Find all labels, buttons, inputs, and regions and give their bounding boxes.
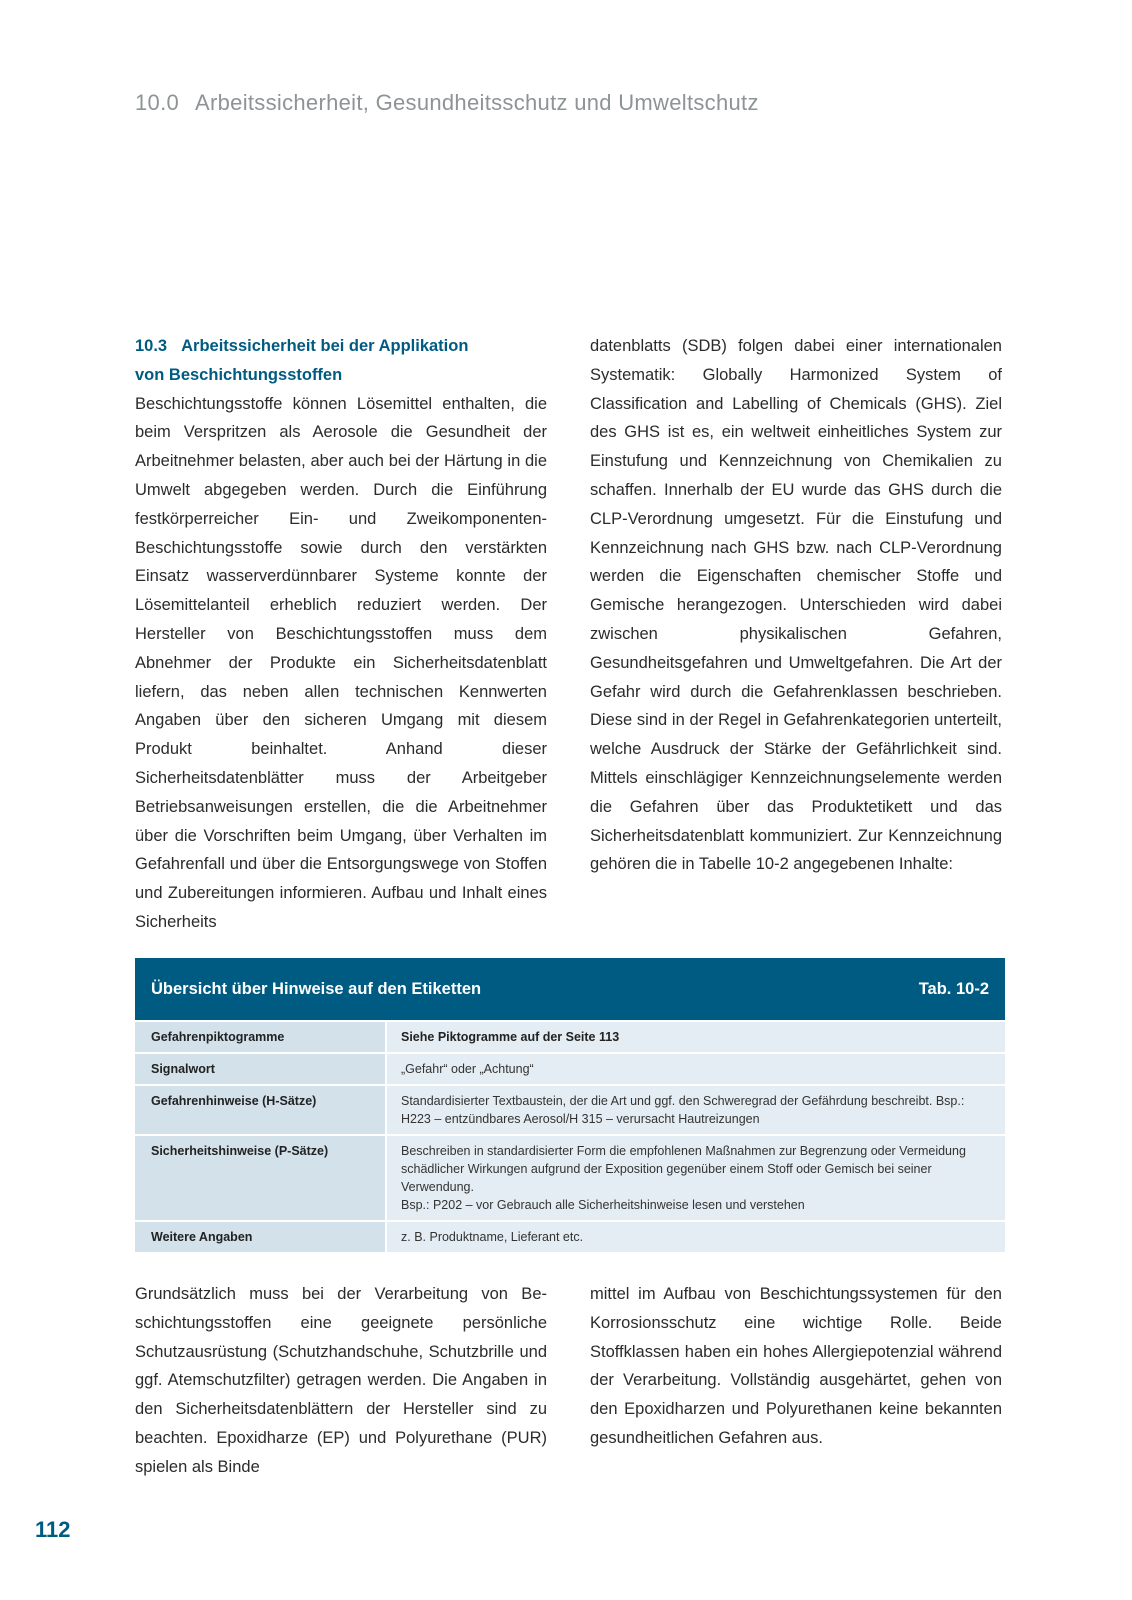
table-key: Signalwort — [135, 1054, 385, 1084]
table-header — [135, 958, 1005, 1020]
table-title: Übersicht über Hinweise auf den Etiketten — [151, 979, 482, 998]
chapter-number: 10.0 — [135, 90, 180, 115]
body-paragraph-right-bottom: mittel im Aufbau von Beschichtungssystemen für den Korrosionsschutz eine wichtige Rolle. Beide Stoffklassen haben ein hohes Allergiepotenzial während der Verarbeitung. Vollständig ausgehärtet, gehen von den Epoxidharzen und Polyurethanen keine bekannten gesundheitlichen Gefahren aus. — [590, 1285, 1002, 1447]
page-number: 112 — [35, 1517, 71, 1542]
table-row — [135, 1052, 1005, 1084]
labels-table — [135, 958, 1005, 1252]
table-value — [385, 1136, 1005, 1220]
section-number: 10.3 — [135, 337, 168, 355]
body-paragraph-left-top: Beschichtungsstoffe können Lösemittel enthalten, die beim Verspritzen als Aerosole die Gesundheit der Arbeitnehmer belasten, aber auch bei der Härtung in die Umwelt abgegeben werden. Durch die Einführung festkörperreicher Ein- und Zweikomponenten-Beschichtungsstoffe sowie durch den verstärkten Einsatz wasserverdünnbarer Systeme konnte der Lösemittelanteil erheblich reduziert werden. Der Hersteller von Beschichtungsstoffen muss dem Abnehmer der Produkte ein Sicherheitsdatenblatt liefern, das neben allen technischen Kennwerten Angaben über den sicheren Umgang mit diesem Produkt beinhaltet. Anhand dieser Sicherheitsdatenblätter muss der Arbeitgeber Betriebsanweisungen erstellen, die die Arbeitnehmer über die Vorschriften beim Umgang, über Verhalten im Gefahrenfall und über die Entsorgungswege von Stoffen und Zubereitungen informieren. Aufbau und Inhalt eines Sicherheits — [135, 394, 547, 931]
running-head — [135, 90, 759, 116]
section-heading — [135, 332, 547, 390]
table-key: Gefahrenpiktogramme — [135, 1022, 385, 1052]
left-column-bottom — [135, 1280, 547, 1482]
body-paragraph-right-top: datenblatts (SDB) folgen dabei einer internationalen Systematik: Globally Harmonized System of Classification and Labelling of Chemicals (GHS). Ziel des GHS ist es, ein weltweit einheitliches System zur Einstufung und Kennzeichnung von Chemikalien zu schaffen. Innerhalb der EU wurde das GHS durch die CLP-Verordnung umgesetzt. Für die Einstufung und Kennzeichnung nach GHS bzw. nach CLP-Verordnung werden die Eigenschaften chemischer Stoffe und Gemische herangezogen. Unterschieden wird dabei zwischen physikalischen Gefahren, Gesundheitsgefahren und Umweltgefahren. Die Art der Gefahr wird durch die Gefahrenklassen beschrieben. Diese sind in der Regel in Gefahrenkategorien unterteilt, welche Ausdruck der Stärke der Gefährlichkeit sind. Mittels einschlägiger Kennzeichnungselemente werden die Gefahren über das Produktetikett und das Sicherheitsdatenblatt kommuniziert. Zur Kennzeichnung gehören die in Tabelle 10-2 angegebenen Inhalte: — [590, 337, 1002, 874]
table-value: „Gefahr“ oder „Achtung“ — [385, 1054, 1005, 1084]
table-key: Sicherheitshinweise (P-Sätze) — [135, 1136, 385, 1220]
table-value: Standardisierter Textbaustein, der die Art und ggf. den Schweregrad der Gefährdung beschreibt. Bsp.: H223 – entzündbares Aerosol/H 315 – verursacht Hautreizungen — [385, 1086, 1005, 1134]
body-paragraph-left-bottom: Grundsätzlich muss bei der Verarbeitung von Beschichtungsstoffen eine geeignete persönliche Schutzausrüstung (Schutzhandschuhe, Schutzbrille und ggf. Atemschutzfilter) getragen werden. Die Angaben in den Sicherheitsdatenblättern der Hersteller sind zu beachten. Epoxidharze (EP) und Polyurethane (PUR) spielen als Binde — [135, 1285, 547, 1476]
table-value: Siehe Piktogramme auf der Seite 113 — [385, 1022, 1005, 1052]
table-row — [135, 1020, 1005, 1052]
table-key: Gefahrenhinweise (H-Sätze) — [135, 1086, 385, 1134]
table-value-text: Beschreiben in standardisierter Form die empfohlenen Maßnahmen zur Begrenzung oder Vermeidung schädlicher Wirkungen aufgrund der Exposition gegenüber einem Stoff oder Gemisch bei seiner Verwendung. — [401, 1144, 966, 1194]
section-title-line2: von Beschichtungsstoffen — [135, 365, 343, 384]
right-column-bottom — [590, 1280, 1002, 1453]
right-column-top — [590, 332, 1002, 879]
table-value-example: Bsp.: P202 – vor Gebrauch alle Sicherheitshinweise lesen und verstehen — [401, 1198, 805, 1212]
section-title-line1: Arbeitssicherheit bei der Applikation — [181, 337, 469, 355]
table-row — [135, 1084, 1005, 1134]
table-value: z. B. Produktname, Lieferant etc. — [385, 1222, 1005, 1252]
chapter-title: Arbeitssicherheit, Gesundheitsschutz und Umweltschutz — [195, 90, 759, 115]
table-row — [135, 1220, 1005, 1252]
table-row — [135, 1134, 1005, 1220]
table-label: Tab. 10-2 — [918, 979, 989, 998]
table-key: Weitere Angaben — [135, 1222, 385, 1252]
left-column-top — [135, 332, 547, 937]
